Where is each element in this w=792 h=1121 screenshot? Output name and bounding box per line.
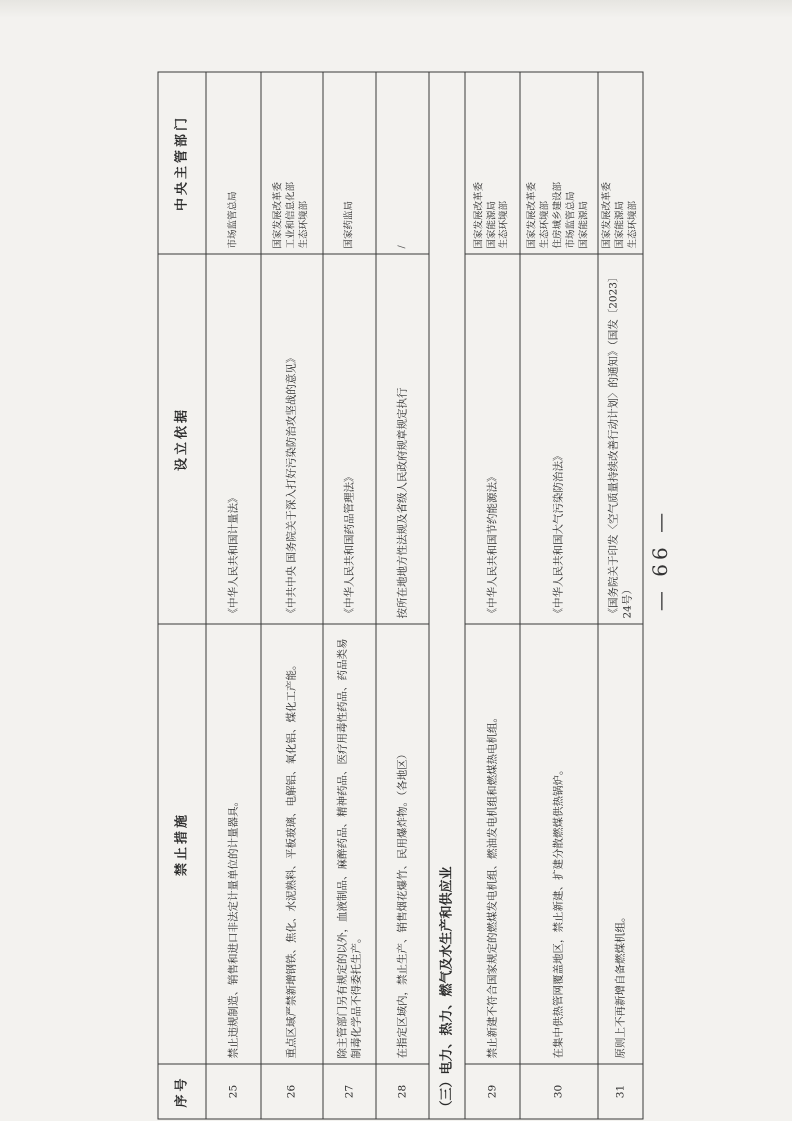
row-basis: 按所在地地方性法规及省级人民政府规章规定执行: [376, 254, 429, 624]
dept-line: 国家药监局: [343, 200, 355, 249]
dept-line: 国家发展改革委: [473, 181, 485, 249]
dept-line: 国家能源局: [578, 200, 590, 249]
row-dept: [206, 72, 261, 254]
dept-line: 生态环境部: [539, 200, 551, 249]
row-no: 31: [598, 1064, 643, 1119]
table-header-row: [158, 72, 206, 1119]
dept-line: 市场监管总局: [565, 191, 577, 249]
table-row: [520, 72, 598, 1119]
row-dept: [465, 72, 520, 254]
row-measure: 重点区域严禁新增钢铁、焦化、水泥熟料、平板玻璃、电解铝、氧化铝、煤化工产能。: [261, 624, 323, 1064]
dept-line: 生态环境部: [498, 200, 510, 249]
table-row: [261, 72, 323, 1119]
row-no: 26: [261, 1064, 323, 1119]
row-measure: 除主管部门另有规定的以外，血液制品、麻醉药品、精神药品、医疗用毒性药品、药品类易制毒化学品不得委托生产。: [323, 624, 376, 1064]
table-row: [206, 72, 261, 1119]
row-basis: 《中华人民共和国计量法》: [206, 254, 261, 624]
dept-line: 国家发展改革委: [601, 181, 613, 249]
scan-top-edge: [0, 0, 792, 18]
dept-line: 国家能源局: [486, 200, 498, 249]
row-no: 29: [465, 1064, 520, 1119]
page-number: — 66 —: [648, 508, 672, 612]
row-no: 30: [520, 1064, 598, 1119]
row-dept: [520, 72, 598, 254]
table-row: [465, 72, 520, 1119]
table-row: [323, 72, 376, 1119]
dept-line: 国家发展改革委: [272, 181, 284, 249]
section-title: （三）电力、热力、燃气及水生产和供应业: [429, 72, 465, 1119]
table-row: [598, 72, 643, 1119]
regulation-table: [158, 72, 644, 1120]
row-measure: 原则上不再新增自备燃煤机组。: [598, 624, 643, 1064]
dept-line: 生态环境部: [298, 200, 310, 249]
dept-line: 国家发展改革委: [526, 181, 538, 249]
header-no: 序号: [158, 1064, 206, 1119]
row-basis: 《国务院关于印发〈空气质量持续改善行动计划〉的通知》（国发〔2023〕24号）: [598, 254, 643, 624]
row-basis: 《中共中央 国务院关于深入打好污染防治攻坚战的意见》: [261, 254, 323, 624]
header-dept: 中央主管部门: [158, 72, 206, 254]
dept-line: 住房城乡建设部: [552, 181, 564, 249]
section-row: [429, 72, 465, 1119]
header-measure: 禁止措施: [158, 624, 206, 1064]
row-no: 28: [376, 1064, 429, 1119]
row-dept: [323, 72, 376, 254]
regulation-table-container: [158, 73, 639, 1120]
dept-line: 工业和信息化部: [285, 181, 297, 249]
table-row: [376, 72, 429, 1119]
row-dept: [598, 72, 643, 254]
dept-line: 国家能源局: [614, 200, 626, 249]
dept-line: 生态环境部: [627, 200, 639, 249]
row-no: 27: [323, 1064, 376, 1119]
row-basis: 《中华人民共和国大气污染防治法》: [520, 254, 598, 624]
row-measure: 禁止违规制造、销售和进口非法定计量单位的计量器具。: [206, 624, 261, 1064]
row-measure: 在集中供热管网覆盖地区，禁止新建、扩建分散燃煤供热锅炉。: [520, 624, 598, 1064]
row-measure: 禁止新建不符合国家规定的燃煤发电机组、燃油发电机组和燃煤热电机组。: [465, 624, 520, 1064]
row-dept: [261, 72, 323, 254]
dept-line: 市场监管总局: [227, 191, 239, 249]
row-no: 25: [206, 1064, 261, 1119]
header-basis: 设立依据: [158, 254, 206, 624]
row-measure: 在指定区域内，禁止生产、销售烟花爆竹、民用爆炸物。（各地区）: [376, 624, 429, 1064]
dept-line: /: [396, 245, 408, 249]
row-basis: 《中华人民共和国节约能源法》: [465, 254, 520, 624]
row-basis: 《中华人民共和国药品管理法》: [323, 254, 376, 624]
row-dept: [376, 72, 429, 254]
